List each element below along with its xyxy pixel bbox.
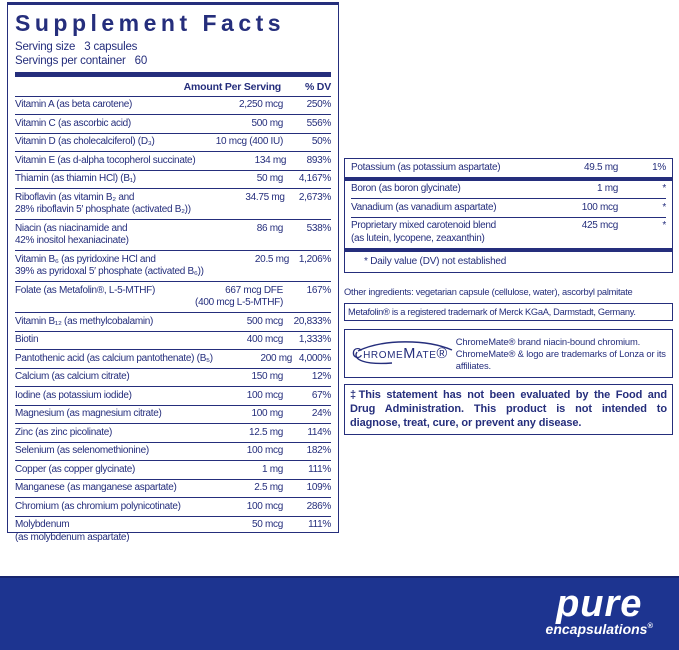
table-row bbox=[15, 281, 331, 312]
nutrient-name-line2: 42% inositol hexaniacinate) bbox=[15, 235, 129, 246]
table-row bbox=[351, 181, 666, 199]
nutrient-amount: 100 mcg bbox=[581, 201, 618, 213]
nutrient-name: Vitamin A (as beta carotene) bbox=[15, 99, 133, 110]
nutrient-amount: 134 mg bbox=[254, 154, 287, 166]
table-row bbox=[15, 170, 331, 189]
nutrient-name: Magnesium (as magnesium citrate) bbox=[15, 408, 162, 419]
brand-band bbox=[0, 576, 679, 650]
nutrient-dv: 1% bbox=[652, 161, 666, 173]
nutrient-dv: 24% bbox=[311, 408, 331, 419]
nutrient-name-line2: (as lutein, lycopene, zeaxanthin) bbox=[351, 232, 485, 244]
nutrient-amount: 1 mg bbox=[261, 463, 283, 475]
nutrient-name: Vanadium (as vanadium aspartate) bbox=[351, 201, 497, 213]
nutrient-dv: 286% bbox=[306, 500, 331, 512]
nutrient-amount: 50 mcg bbox=[252, 519, 283, 530]
table-row bbox=[15, 442, 331, 461]
nutrient-dv: 538% bbox=[306, 222, 331, 234]
nutrient-amount-line2: (400 mcg L-5-MTHF) bbox=[195, 297, 283, 308]
right-table-body bbox=[351, 159, 666, 252]
nutrient-dv: 111% bbox=[308, 519, 331, 530]
table-row bbox=[15, 97, 331, 115]
nutrient-amount: 34.75 mg bbox=[245, 191, 285, 203]
nutrient-amount: 200 mg bbox=[260, 352, 293, 364]
nutrient-name: Zinc (as zinc picolinate) bbox=[15, 426, 112, 438]
brand-name: pure bbox=[556, 583, 643, 625]
nutrient-name: Chromium (as chromium polynicotinate) bbox=[15, 500, 181, 512]
nutrient-name: Copper (as copper glycinate) bbox=[15, 463, 135, 475]
nutrient-amount: 500 mcg bbox=[246, 315, 283, 327]
nutrient-name: Thiamin (as thiamin HCl) (B₁) bbox=[15, 173, 136, 184]
table-row bbox=[15, 114, 331, 133]
nutrient-name: Vitamin D (as cholecalciferol) (D₃) bbox=[15, 136, 155, 147]
nutrient-amount: 2,250 mcg bbox=[239, 99, 283, 110]
nutrient-amount: 20.5 mg bbox=[254, 253, 289, 265]
registered-mark: ® bbox=[647, 621, 653, 630]
nutrient-dv: 67% bbox=[311, 389, 331, 401]
dv-footnote: * Daily value (DV) not established bbox=[364, 255, 507, 267]
table-row bbox=[15, 460, 331, 479]
brand-subtitle bbox=[546, 622, 653, 636]
chromemate-logo bbox=[352, 342, 456, 366]
nutrient-name-line2: 28% riboflavin 5′ phosphate (activated B₂)) bbox=[15, 204, 191, 215]
serving-size-value: 3 capsules bbox=[84, 41, 138, 53]
nutrient-dv: 1,333% bbox=[298, 334, 331, 345]
nutrient-dv: 893% bbox=[306, 154, 331, 166]
nutrient-dv: 250% bbox=[306, 99, 331, 110]
nutrient-amount: 667 mcg DFE (400 mcg L-5-MTHF) bbox=[189, 285, 283, 310]
table-row bbox=[15, 188, 331, 219]
serving-size-label: Serving size bbox=[15, 41, 76, 53]
nutrient-dv: 167% bbox=[306, 284, 331, 296]
nutrient-name: Boron (as boron glycinate) bbox=[351, 183, 461, 194]
table-row bbox=[15, 405, 331, 424]
nutrient-dv: 111% bbox=[308, 463, 331, 475]
facts-table-body bbox=[15, 97, 331, 547]
table-row bbox=[15, 133, 331, 152]
nutrient-dv: * bbox=[662, 183, 666, 194]
nutrient-amount: 50 mg bbox=[256, 173, 283, 184]
nutrient-name: Vitamin B₁₂ (as methylcobalamin) bbox=[15, 315, 154, 327]
nutrient-dv: 4,167% bbox=[298, 173, 331, 184]
nutrient-amount: 1 mg bbox=[596, 183, 618, 194]
nutrient-amount: 12.5 mg bbox=[248, 426, 283, 438]
nutrient-amount: 400 mcg bbox=[246, 334, 283, 345]
nutrient-amount: 86 mg bbox=[256, 222, 283, 234]
nutrient-name: Vitamin B₆ (as pyridoxine HCl and 39% as pyridoxal 5′ phosphate (activated B₆)) bbox=[15, 253, 204, 277]
nutrient-name: Pantothenic acid (as calcium pantothenate) (B₅) bbox=[15, 352, 213, 364]
servings-per-container-label: Servings per container bbox=[15, 55, 126, 67]
nutrient-name: Iodine (as potassium iodide) bbox=[15, 389, 132, 401]
table-row bbox=[15, 368, 331, 387]
nutrient-dv: 109% bbox=[306, 482, 331, 493]
nutrient-name: Vitamin E (as d-alpha tocopherol succinate) bbox=[15, 154, 196, 166]
nutrient-name-line2: (as molybdenum aspartate) bbox=[15, 531, 130, 543]
nutrient-dv: 12% bbox=[311, 371, 331, 382]
dv-column-header: % DV bbox=[304, 80, 331, 93]
table-row bbox=[15, 151, 331, 170]
table-row bbox=[15, 516, 331, 547]
table-row bbox=[15, 312, 331, 331]
nutrient-dv: 20,833% bbox=[293, 315, 331, 327]
chromemate-box bbox=[344, 329, 673, 378]
nutrient-amount: 10 mcg (400 IU) bbox=[215, 136, 283, 147]
nutrient-amount: 100 mcg bbox=[246, 445, 283, 456]
table-row bbox=[15, 250, 331, 281]
brand-subtitle-text: encapsulations bbox=[545, 621, 648, 637]
nutrient-dv: 114% bbox=[307, 426, 331, 438]
header-spacer bbox=[15, 81, 165, 93]
servings-per-container-line bbox=[15, 54, 331, 68]
nutrient-name: Molybdenum (as molybdenum aspartate) bbox=[15, 519, 189, 544]
nutrient-dv: 4,000% bbox=[298, 352, 331, 364]
table-row bbox=[351, 159, 666, 177]
fda-disclaimer-box: ‡This statement has not been evaluated by the Food and Drug Administration. This product is not intended to diagnose, treat, cure, or prevent any disease. bbox=[344, 384, 673, 435]
table-row bbox=[15, 479, 331, 498]
pure-encapsulations-logo bbox=[546, 585, 653, 636]
right-facts-table bbox=[344, 158, 673, 273]
nutrient-amount: 100 mcg bbox=[246, 389, 283, 401]
nutrient-dv: 556% bbox=[306, 117, 331, 129]
chromemate-description: ChromeMate® brand niacin-bound chromium. ChromeMate® & logo are trademarks of Lonza or its affiliates. bbox=[455, 336, 666, 371]
nutrient-amount: 100 mg bbox=[251, 408, 283, 419]
table-row bbox=[15, 497, 331, 516]
nutrient-name: Niacin (as niacinamide and 42% inositol hexaniacinate) bbox=[15, 223, 189, 248]
nutrient-name: Proprietary mixed carotenoid blend (as lutein, lycopene, zeaxanthin) bbox=[351, 220, 524, 245]
table-row bbox=[15, 386, 331, 405]
nutrient-dv: 2,673% bbox=[298, 191, 331, 203]
nutrient-name: Calcium (as calcium citrate) bbox=[15, 371, 130, 382]
nutrient-dv: 1,206% bbox=[298, 253, 331, 265]
table-row bbox=[351, 217, 666, 248]
table-row bbox=[15, 331, 331, 350]
nutrient-dv: * bbox=[662, 201, 666, 213]
nutrient-name: Selenium (as selenomethionine) bbox=[15, 445, 149, 456]
nutrient-amount: 425 mcg bbox=[581, 220, 618, 231]
servings-per-container-value: 60 bbox=[134, 55, 148, 67]
other-ingredients-text: Other ingredients: vegetarian capsule (cellulose, water), ascorbyl palmitate bbox=[344, 287, 633, 297]
nutrient-name: Potassium (as potassium aspartate) bbox=[351, 161, 501, 173]
nutrient-dv: * bbox=[662, 220, 666, 231]
metafolin-trademark-box: Metafolin® is a registered trademark of Merck KGaA, Darmstadt, Germany. bbox=[344, 303, 673, 321]
nutrient-amount: 150 mg bbox=[251, 371, 283, 382]
panel-title: Supplement Facts bbox=[15, 10, 286, 36]
nutrient-amount: 100 mcg bbox=[246, 500, 283, 512]
table-row bbox=[15, 219, 331, 250]
nutrient-name: Folate (as Metafolin®, L-5-MTHF) bbox=[15, 284, 156, 296]
table-row bbox=[15, 423, 331, 442]
nutrient-dv: 182% bbox=[306, 445, 331, 456]
amount-column-header: Amount Per Serving bbox=[183, 80, 281, 93]
serving-size-line bbox=[15, 40, 331, 54]
nutrient-dv: 50% bbox=[311, 136, 331, 147]
nutrient-amount: 2.5 mg bbox=[254, 482, 283, 493]
nutrient-amount: 500 mg bbox=[251, 117, 283, 129]
chromemate-logo-text: ChromeMate® bbox=[352, 346, 448, 362]
nutrient-name: Manganese (as manganese aspartate) bbox=[15, 482, 177, 493]
nutrient-name: Biotin bbox=[15, 334, 39, 345]
nutrient-name-line2: 39% as pyridoxal 5′ phosphate (activated B₆)) bbox=[15, 266, 204, 277]
table-header-row bbox=[15, 77, 331, 97]
table-row bbox=[15, 349, 331, 368]
nutrient-name: Vitamin C (as ascorbic acid) bbox=[15, 117, 131, 129]
nutrient-name: Riboflavin (as vitamin B₂ and 28% riboflavin 5′ phosphate (activated B₂)) bbox=[15, 191, 191, 215]
table-row bbox=[351, 198, 666, 217]
nutrient-amount: 49.5 mg bbox=[583, 161, 618, 173]
supplement-facts-panel bbox=[7, 2, 339, 543]
